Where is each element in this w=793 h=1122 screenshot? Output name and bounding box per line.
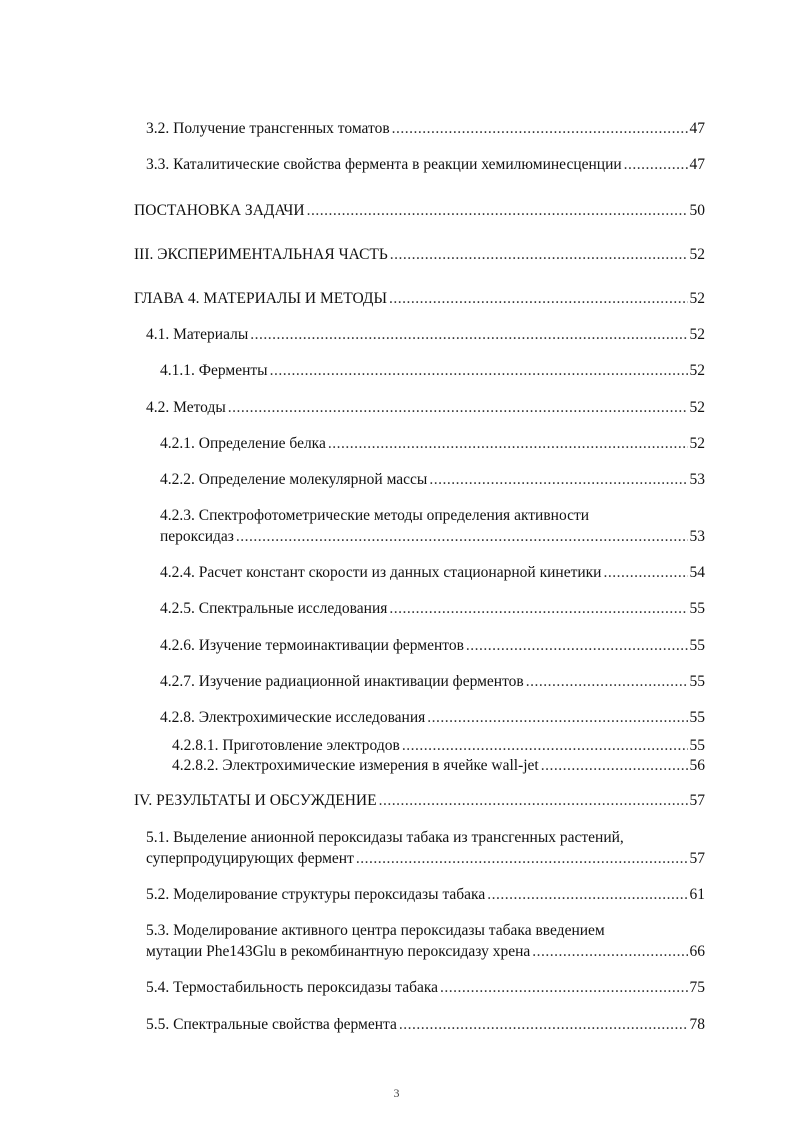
toc-entry[interactable]: [160, 599, 705, 619]
toc-entry-page: 52: [689, 362, 705, 379]
dot-leader: [427, 708, 687, 728]
toc-entry-page: 52: [689, 326, 705, 343]
dot-leader: [429, 470, 687, 490]
toc-entry-title: ГЛАВА 4. МАТЕРИАЛЫ И МЕТОДЫ: [134, 290, 387, 307]
dot-leader: [389, 289, 688, 309]
toc-entry[interactable]: [160, 672, 705, 692]
toc-entry[interactable]: [160, 434, 705, 454]
dot-leader: [250, 325, 687, 345]
toc-entry-title: 4.1.1. Ферменты: [160, 362, 268, 379]
toc-entry-page: 53: [689, 471, 705, 488]
toc-entry[interactable]: [160, 708, 705, 728]
toc-entry-title: 4.2. Методы: [146, 399, 226, 416]
toc-entry[interactable]: [146, 325, 705, 345]
toc-entry[interactable]: [134, 289, 705, 309]
toc-entry[interactable]: [146, 119, 705, 139]
toc-entry-page: 66: [689, 943, 705, 960]
toc-entry-title: 3.3. Каталитические свойства фермента в реакции хемилюминесценции: [146, 156, 622, 173]
toc-entry-page: 55: [689, 637, 705, 654]
toc-entry[interactable]: [172, 736, 705, 756]
toc-entry-page: 53: [689, 528, 705, 545]
toc-entry[interactable]: [160, 361, 705, 381]
dot-leader: [390, 245, 688, 265]
dot-leader: [389, 599, 687, 619]
toc-entry-title: 4.2.6. Изучение термоинактивации ферментов: [160, 637, 464, 654]
toc-entry-first-line[interactable]: [146, 828, 624, 848]
toc-entry[interactable]: [146, 885, 705, 905]
toc-entry-page: 55: [689, 709, 705, 726]
toc-entry-page: 50: [689, 202, 705, 219]
toc-entry-title: 4.2.8.2. Электрохимические измерения в ячейке wall-jet: [172, 757, 539, 774]
toc-entry-title: 4.2.5. Спектральные исследования: [160, 600, 388, 617]
toc-entry-title: 5.4. Термостабильность пероксидазы табака: [146, 979, 439, 996]
toc-entry-title: 4.2.8. Электрохимические исследования: [160, 709, 426, 726]
dot-leader: [526, 672, 688, 692]
dot-leader: [541, 756, 688, 776]
dot-leader: [379, 791, 688, 811]
toc-entry-first-line[interactable]: [146, 921, 605, 941]
toc-entry-page: 75: [689, 979, 705, 996]
toc-entry-title: 4.2.2. Определение молекулярной массы: [160, 471, 428, 488]
dot-leader: [228, 398, 688, 418]
toc-entry-page: 56: [689, 757, 705, 774]
toc-entry-page: 52: [689, 399, 705, 416]
toc-entry-title: 4.2.7. Изучение радиационной инактивации ферментов: [160, 673, 524, 690]
toc-entry-title: 4.1. Материалы: [146, 326, 249, 343]
toc-entry-title: IV. РЕЗУЛЬТАТЫ И ОБСУЖДЕНИЕ: [134, 792, 377, 809]
toc-entry-title: 5.5. Спектральные свойства фермента: [146, 1016, 397, 1033]
dot-leader: [532, 942, 687, 962]
toc-entry-title: мутации Phe143Glu в рекомбинантную пероксидазу хрена: [146, 943, 531, 960]
toc-entry-title: ПОСТАНОВКА ЗАДАЧИ: [134, 202, 305, 219]
toc-entry-page: 55: [689, 600, 705, 617]
toc-entry[interactable]: [160, 636, 705, 656]
toc-entry-page: 54: [689, 564, 705, 581]
dot-leader: [236, 527, 688, 547]
dot-leader: [466, 636, 688, 656]
toc-entry-title: суперпродуцирующих фермент: [146, 850, 354, 867]
toc-entry-title: пероксидаз: [160, 528, 234, 545]
toc-entry[interactable]: [134, 201, 705, 221]
toc-entry-title: 4.2.1. Определение белка: [160, 435, 326, 452]
toc-entry-title: III. ЭКСПЕРИМЕНТАЛЬНАЯ ЧАСТЬ: [134, 246, 388, 263]
toc-entry-page: 52: [689, 290, 705, 307]
toc-entry[interactable]: [146, 398, 705, 418]
toc-entry-page: 57: [689, 792, 705, 809]
toc-entry[interactable]: [146, 849, 705, 869]
toc-entry-page: 52: [689, 246, 705, 263]
dot-leader: [399, 1015, 688, 1035]
dot-leader: [307, 201, 688, 221]
toc-entry-page: 47: [689, 120, 705, 137]
toc-entry-page: 61: [689, 886, 705, 903]
toc-entry-title: 5.2. Моделирование структуры пероксидазы табака: [146, 886, 486, 903]
toc-entry[interactable]: [172, 756, 705, 776]
toc-entry-title: 4.2.8.1. Приготовление электродов: [172, 737, 400, 754]
toc-entry[interactable]: [160, 563, 705, 583]
dot-leader: [440, 978, 687, 998]
dot-leader: [270, 361, 688, 381]
dot-leader: [328, 434, 688, 454]
toc-entry[interactable]: [146, 155, 705, 175]
dot-leader: [487, 885, 687, 905]
page-number: 3: [393, 1086, 400, 1100]
toc-entry-page: 52: [689, 435, 705, 452]
dot-leader: [356, 849, 688, 869]
toc-entry[interactable]: [146, 942, 705, 962]
dot-leader: [624, 155, 688, 175]
toc-entry-title: 3.2. Получение трансгенных томатов: [146, 120, 390, 137]
toc-entry-title: 5.3. Моделирование активного центра пероксидазы табака введением: [146, 922, 605, 939]
toc-entry-first-line[interactable]: [160, 506, 589, 526]
dot-leader: [402, 736, 688, 756]
toc-entry-title: 4.2.4. Расчет констант скорости из данных стационарной кинетики: [160, 564, 602, 581]
toc-entry[interactable]: [134, 791, 705, 811]
toc-entry-page: 78: [689, 1016, 705, 1033]
toc-entry-page: 47: [689, 156, 705, 173]
toc-entry-page: 57: [689, 850, 705, 867]
toc-entry[interactable]: [146, 1015, 705, 1035]
dot-leader: [392, 119, 688, 139]
dot-leader: [603, 563, 687, 583]
toc-entry-page: 55: [689, 737, 705, 754]
toc-entry[interactable]: [134, 245, 705, 265]
toc-entry[interactable]: [160, 527, 705, 547]
toc-entry[interactable]: [160, 470, 705, 490]
toc-entry-page: 55: [689, 673, 705, 690]
toc-entry[interactable]: [146, 978, 705, 998]
toc-entry-title: 4.2.3. Спектрофотометрические методы определения активности: [160, 507, 590, 524]
toc-entry-title: 5.1. Выделение анионной пероксидазы табака из трансгенных растений,: [146, 829, 624, 846]
